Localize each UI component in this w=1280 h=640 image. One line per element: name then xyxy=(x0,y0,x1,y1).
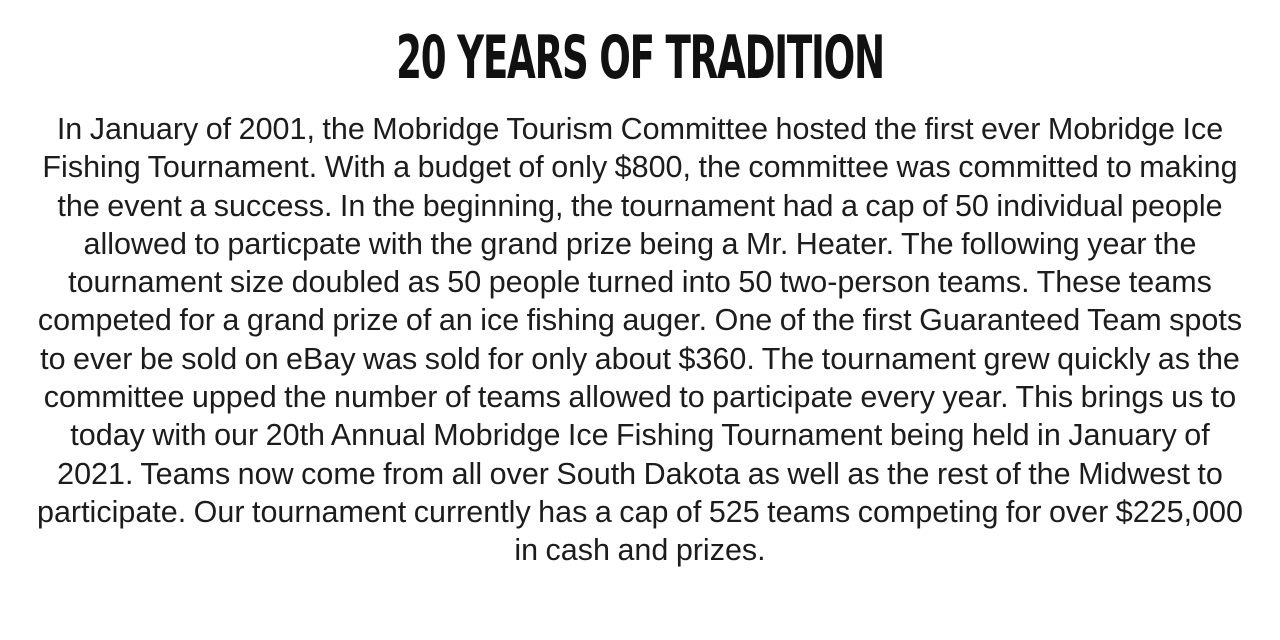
history-paragraph: In January of 2001, the Mobridge Tourism Committee hosted the first ever Mobridge Ice Fishing Tournament. With a budget of only $800, the committee was committed to making the event a success. In the beginning, the tournament had a cap of 50 individual people allowed to particpate with the grand prize being a Mr. Heater. The following year the tournament size doubled as 50 people turned into 50 two-person teams. These teams competed for a grand prize of an ice fishing auger. One of the first Guaranteed Team spots to ever be sold on eBay was sold for only about $360. The tournament grew quickly as the committee upped the number of teams allowed to participate every year. This brings us to today with our 20th Annual Mobridge Ice Fishing Tournament being held in January of 2021. Teams now come from all over South Dakota as well as the rest of the Midwest to participate. Our tournament currently has a cap of 525 teams competing for over $225,000 in cash and prizes. xyxy=(37,112,1243,568)
section-title: 20 YEARS OF TRADITION xyxy=(396,23,884,93)
